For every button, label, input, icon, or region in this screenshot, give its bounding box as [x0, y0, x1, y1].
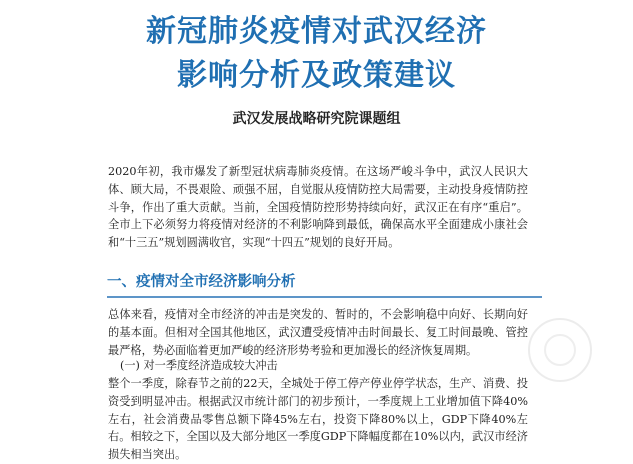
document-title-line-1: 新冠肺炎疫情对武汉经济 — [146, 14, 487, 49]
sub-heading: (一) 对一季度经济造成较大冲击 — [120, 359, 278, 372]
watermark-seal-icon — [528, 318, 592, 382]
author-byline: 武汉发展战略研究院课题组 — [232, 111, 401, 127]
document-title-line-2: 影响分析及政策建议 — [177, 58, 456, 93]
section-heading: 一、疫情对全市经济影响分析 — [107, 274, 296, 290]
intro-paragraph: 2020年初，我市爆发了新型冠状病毒肺炎疫情。在这场严峻斗争中，武汉人民识大体、顾大局，不畏艰险、顽强不屈，自觉服从疫情防控大局需要，主动投身疫情防控斗争，作出了重大贡献。当前，全国疫情防控形势持续向好，武汉正在有序“重启”。全市上下必须努力将疫情对经济的不利影响降到最低，确保高水平全面建成小康社会和“十三五”规划圆满收官，实现“十四五”规划的良好开局。 — [108, 165, 528, 250]
section-heading-rule — [107, 296, 542, 298]
sub-paragraph: 整个一季度，除春节之前的22天，全城处于停工停产停业停学状态，生产、消费、投资受到明显冲击。根据武汉市统计部门的初步预计，一季度规上工业增加值下降40%左右，社会消费品零售总额下降45%左右，投资下降80%以上，GDP下降40%左右。相较之下，全国以及大部分地区一季度GDP下降幅度都在10%以内，武汉市经济损失相当突出。 — [108, 377, 528, 462]
section-paragraph: 总体来看，疫情对全市经济的冲击是突发的、暂时的，不会影响稳中向好、长期向好的基本面。但相对全国其他地区，武汉遭受疫情冲击时间最长、复工时间最晚、管控最严格，势必面临着更加严峻的经济形势考验和更加漫长的经济恢复周期。 — [108, 308, 528, 357]
